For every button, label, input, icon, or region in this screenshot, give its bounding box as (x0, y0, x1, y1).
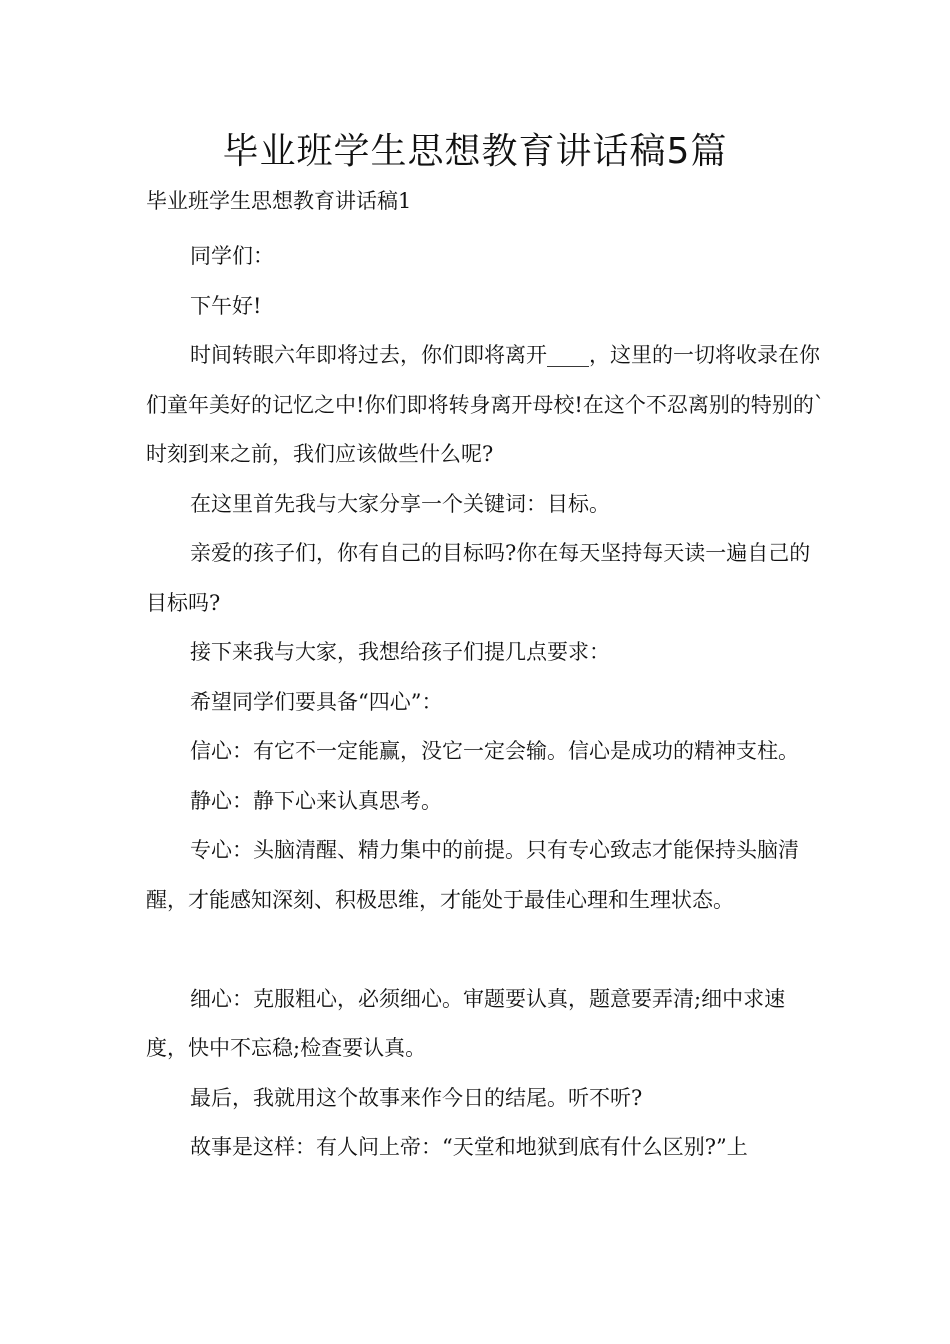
paragraph: 时间转眼六年即将过去，你们即将离开____，这里的一切将收录在你们童年美好的记忆之中!你们即将转身离开母校!在这个不忍离别的特别的`时刻到来之前，我们应该做些什么呢? (146, 343, 825, 466)
paragraph: 同学们： (190, 244, 274, 268)
paragraph: 信心：有它不一定能赢，没它一定会输。信心是成功的精神支柱。 (190, 739, 799, 763)
document-body (146, 232, 826, 1173)
paragraph: 接下来我与大家，我想给孩子们提几点要求： (190, 640, 610, 664)
paragraph: 最后，我就用这个故事来作今日的结尾。听不听? (190, 1085, 643, 1110)
paragraph: 故事是这样：有人问上帝：“天堂和地狱到底有什么区别?”上 (190, 1135, 748, 1159)
paragraph: 希望同学们要具备“四心”： (190, 689, 443, 714)
paragraph: 在这里首先我与大家分享一个关键词：目标。 (190, 491, 610, 516)
section-subtitle: 毕业班学生思想教育讲话稿1 (146, 189, 412, 213)
paragraph: 细心：克服粗心，必须细心。审题要认真，题意要弄清;细中求速度，快中不忘稳;检查要认真。 (146, 986, 786, 1060)
paragraph: 专心：头脑清醒、精力集中的前提。只有专心致志才能保持头脑清醒，才能感知深刻、积极思维，才能处于最佳心理和生理状态。 (146, 838, 799, 912)
document-title: 毕业班学生思想教育讲话稿5篇 (222, 131, 728, 172)
paragraph: 亲爱的孩子们，你有自己的目标吗?你在每天坚持每天读一遍自己的目标吗? (146, 541, 811, 615)
paragraph: 下午好! (190, 293, 262, 318)
paragraph: 静心：静下心来认真思考。 (190, 788, 442, 813)
